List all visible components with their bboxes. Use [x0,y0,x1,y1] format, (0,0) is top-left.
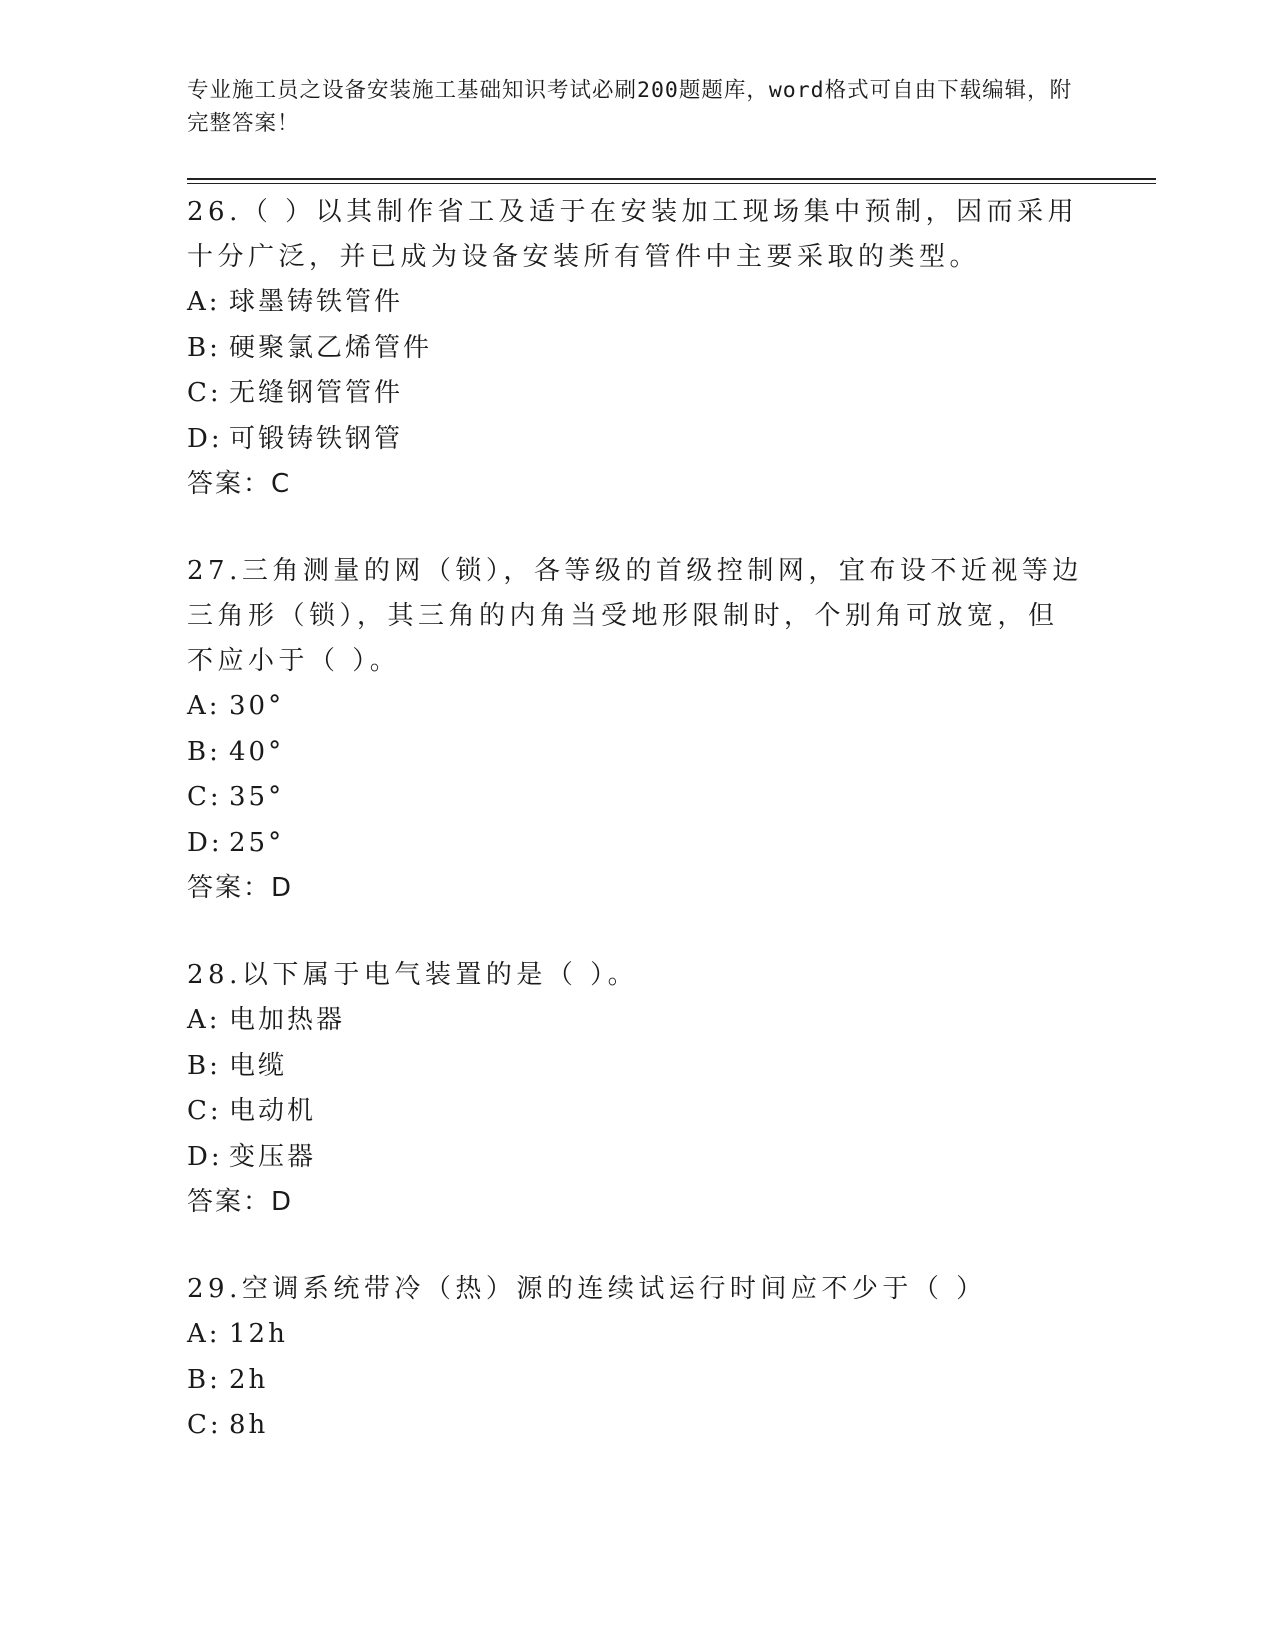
option-b [187,326,1087,372]
option-text: 电加热器 [229,1005,346,1035]
answer-line: 答案：C [187,469,292,499]
question-stem: 26.（ ）以其制作省工及适于在安装加工现场集中预制，因而采用十分广泛，并已成为设备安装所有管件中主要采取的类型。 [187,197,1079,272]
option-text: 25° [229,827,285,858]
option-b [187,730,1087,776]
option-a [187,684,1087,730]
question-list [187,190,1087,1491]
option-key: C: [187,782,222,812]
option-text: 12h [229,1319,288,1349]
option-text: 35° [229,782,285,812]
option-text: 8h [229,1410,269,1440]
option-text: 可锻铸铁钢管 [229,423,404,454]
option-key: B: [187,736,221,767]
option-c [187,775,1087,821]
option-key: C: [187,378,222,408]
option-key: B: [187,1050,221,1081]
option-a [187,1312,1087,1358]
option-key: A: [187,287,221,317]
option-key: D: [187,1141,223,1172]
option-b [187,1044,1087,1090]
option-a [187,280,1087,326]
option-text: 变压器 [229,1141,317,1172]
option-text: 30° [229,691,285,721]
option-key: B: [187,332,221,363]
option-text: 球墨铸铁管件 [229,287,404,317]
option-key: D: [187,827,223,858]
option-c [187,1089,1087,1135]
question-stem: 27.三角测量的网（锁），各等级的首级控制网，宜布设不近视等边三角形（锁），其三角的内角当受地形限制时，个别角可放宽，但不应小于（ ）。 [187,556,1083,676]
document-title: 专业施工员之设备安装施工基础知识考试必刷200题题库，word格式可自由下载编辑，附完整答案！ [187,78,1073,136]
option-text: 无缝钢管管件 [229,378,404,408]
option-text: 40° [229,736,285,767]
option-key: C: [187,1096,222,1126]
option-b [187,1358,1087,1404]
header-divider-thin [187,183,1156,184]
option-d [187,821,1087,867]
option-c [187,1403,1087,1449]
question-29 [187,1267,1087,1449]
option-d [187,417,1087,463]
option-text: 电缆 [229,1050,288,1081]
question-stem: 28.以下属于电气装置的是（ ）。 [187,960,639,990]
question-stem: 29.空调系统带冷（热）源的连续试运行时间应不少于（ ） [187,1274,987,1304]
option-d [187,1135,1087,1181]
option-text: 硬聚氯乙烯管件 [229,332,433,363]
option-key: A: [187,691,221,721]
option-a [187,998,1087,1044]
option-text: 2h [229,1364,269,1395]
option-key: D: [187,423,223,454]
option-key: B: [187,1364,221,1395]
question-26 [187,190,1087,507]
question-28 [187,953,1087,1225]
answer-line: 答案：D [187,1187,294,1217]
option-text: 电动机 [229,1096,317,1126]
question-27 [187,549,1087,911]
option-key: A: [187,1319,221,1349]
option-c [187,371,1087,417]
header-divider-thick [187,178,1156,180]
option-key: C: [187,1410,222,1440]
answer-line: 答案：D [187,873,294,903]
option-key: A: [187,1005,221,1035]
